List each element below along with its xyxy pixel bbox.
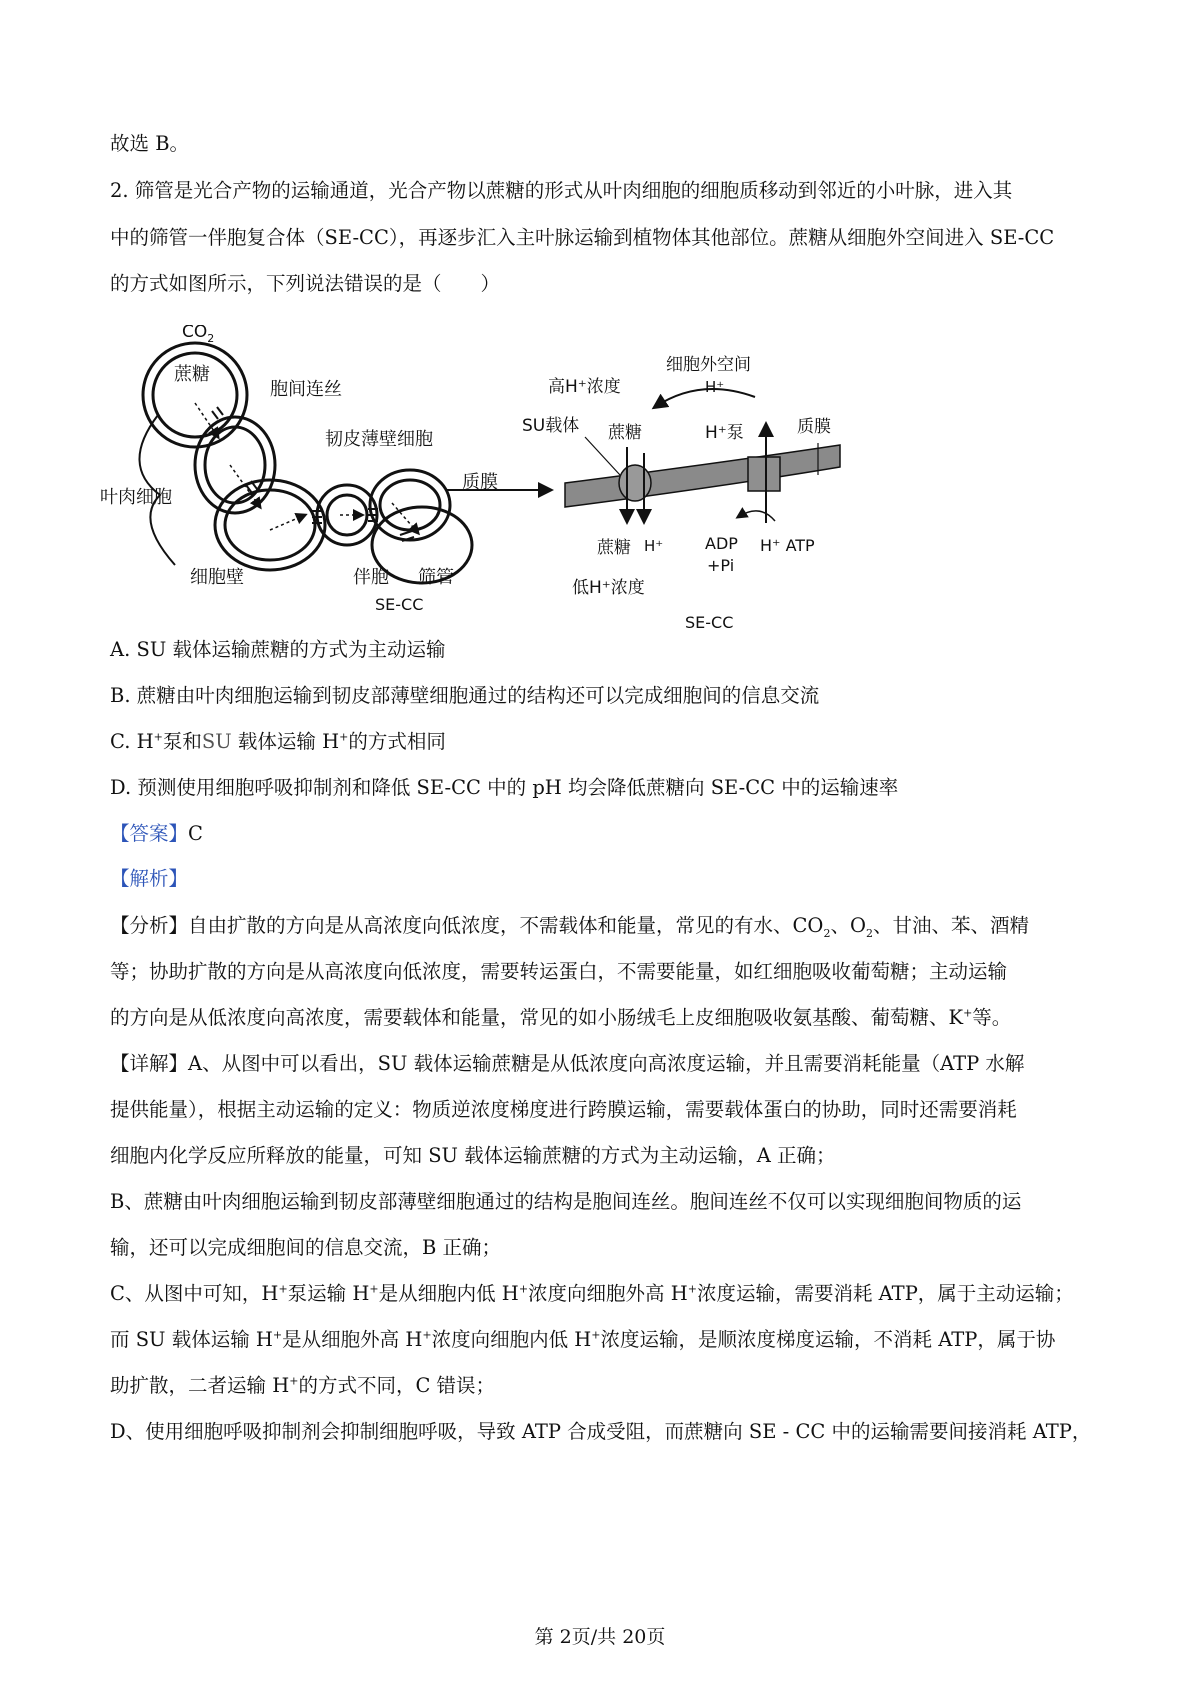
detail-heading: 【详解】 xyxy=(110,1052,189,1075)
detail-text: 是从细胞外高 H xyxy=(282,1328,423,1351)
sucrose-bottom-label: 蔗糖 xyxy=(597,538,631,558)
sub-2: 2 xyxy=(823,926,831,940)
su-carrier-label: SU载体 xyxy=(522,416,580,436)
detail-b-line-1: B、蔗糖由叶肉细胞运输到韧皮部薄壁细胞通过的结构是胞间连丝。胞间连丝不仅可以实现细胞间物质的运 xyxy=(110,1190,1022,1213)
h-atp-label: H⁺ ATP xyxy=(760,536,815,555)
analysis-line-2: 等；协助扩散的方向是从高浓度向低浓度，需要转运蛋白，不需要能量，如红细胞吸收葡萄糖；主动运输 xyxy=(110,960,1008,983)
prev-conclusion: 故选 B。 xyxy=(110,132,190,155)
detail-text: 浓度运输，需要消耗 ATP，属于主动运输； xyxy=(696,1282,1074,1305)
detail-text: 浓度向细胞外高 H xyxy=(528,1282,688,1305)
transport-diagram xyxy=(100,325,920,665)
plus-sup: + xyxy=(369,1282,379,1296)
sieve-tube-label: 筛管 xyxy=(418,567,454,588)
answer-line xyxy=(110,820,203,848)
answer-value: C xyxy=(188,822,203,845)
h-symbol: H xyxy=(136,730,154,753)
detail-text: 泵运输 H xyxy=(287,1282,370,1305)
detail-text: 浓度向细胞内低 H xyxy=(431,1328,592,1351)
adp-label: ADP xyxy=(705,534,738,553)
plus-sup-2: + xyxy=(339,730,349,744)
detail-c-line-3 xyxy=(110,1372,495,1400)
option-c-text: 泵和 xyxy=(162,730,202,753)
plasma-membrane-left-label: 质膜 xyxy=(462,472,498,493)
plasmodesmata-label: 胞间连丝 xyxy=(270,379,342,400)
co2-label: $CO_2$ xyxy=(182,325,215,345)
plus-sup: + xyxy=(289,1374,299,1388)
question-line-2: 中的筛管一伴胞复合体（SE-CC），再逐步汇入主叶脉运输到植物体其他部位。蔗糖从细胞外空间进入 SE-CC xyxy=(110,226,1055,249)
phloem-parenchyma-label: 韧皮薄壁细胞 xyxy=(325,429,433,450)
detail-a-line-3: 细胞内化学反应所释放的能量，可知 SU 载体运输蔗糖的方式为主动运输，A 正确； xyxy=(110,1144,836,1167)
detail-b-line-2: 输，还可以完成细胞间的信息交流，B 正确； xyxy=(110,1236,502,1259)
analysis-line-1 xyxy=(110,912,1029,940)
pi-label: +Pi xyxy=(707,556,735,575)
plus-sup: + xyxy=(422,1328,432,1342)
detail-text: 而 SU 载体运输 H xyxy=(110,1328,273,1351)
cell-wall-label: 细胞壁 xyxy=(190,567,244,588)
detail-a-line-2: 提供能量），根据主动运输的定义：物质逆浓度梯度进行跨膜运输，需要载体蛋白的协助，同时还需要消耗 xyxy=(110,1098,1017,1121)
mesophyll-label: 叶肉细胞 xyxy=(100,487,172,508)
h-top-label: H⁺ xyxy=(705,378,725,396)
sucrose-in-cell-label: 蔗糖 xyxy=(174,364,210,385)
option-c xyxy=(110,728,446,756)
h-pump-shape xyxy=(748,457,780,491)
analysis-text: 、O xyxy=(830,914,866,937)
su-symbol: SU xyxy=(201,730,232,753)
su-carrier-shape xyxy=(619,465,651,501)
high-h-label: 高H⁺浓度 xyxy=(548,377,621,397)
analysis-heading: 【分析】 xyxy=(110,914,189,937)
answer-tag: 【答案】 xyxy=(110,822,189,845)
option-a: A. SU 载体运输蔗糖的方式为主动运输 xyxy=(110,638,446,661)
sucrose-top-label: 蔗糖 xyxy=(608,423,642,443)
option-d: D. 预测使用细胞呼吸抑制剂和降低 SE-CC 中的 pH 均会降低蔗糖向 SE-CC 中的运输速率 xyxy=(110,776,899,799)
companion-cell-label: 伴胞 xyxy=(353,567,389,588)
detail-c-line-2 xyxy=(110,1326,1055,1354)
analysis-text: 等。 xyxy=(972,1006,1012,1029)
plus-sup: + xyxy=(272,1328,283,1342)
sub-2: 2 xyxy=(865,926,873,940)
h-pump-label: H⁺泵 xyxy=(705,423,744,443)
detail-c-line-1 xyxy=(110,1280,1074,1308)
h-symbol-2: H xyxy=(322,730,340,753)
page-footer: 第 2页/共 20页 xyxy=(534,1626,666,1648)
plus-sup: + xyxy=(153,730,163,744)
option-b: B. 蔗糖由叶肉细胞运输到韧皮部薄壁细胞通过的结构还可以完成细胞间的信息交流 xyxy=(110,684,820,707)
membrane-band xyxy=(565,445,840,507)
secc-left-label: SE-CC xyxy=(375,595,424,614)
plus-sup: + xyxy=(518,1282,529,1296)
analysis-line-3 xyxy=(110,1004,1011,1032)
analysis-tag: 【解析】 xyxy=(110,867,189,890)
detail-d-line-1: D、使用细胞呼吸抑制剂会抑制细胞呼吸，导致 ATP 合成受阻，而蔗糖向 SE - CC 中的运输需要间接消耗 ATP， xyxy=(110,1420,1092,1443)
low-h-label: 低H⁺浓度 xyxy=(572,578,645,598)
extracellular-label: 细胞外空间 xyxy=(666,355,751,375)
option-c-suffix: 的方式相同 xyxy=(348,730,446,753)
plus-sup: + xyxy=(687,1282,697,1296)
detail-text: 浓度运输，是顺浓度梯度运输，不消耗 ATP，属于协 xyxy=(600,1328,1056,1351)
detail-text: 是从细胞内低 H xyxy=(378,1282,519,1305)
plus-sup: + xyxy=(591,1328,601,1342)
detail-text: 的方式不同，C 错误； xyxy=(298,1374,496,1397)
option-c-prefix: C. xyxy=(110,730,137,753)
analysis-text: 的方向是从低浓度向高浓度，需要载体和能量，常见的如小肠绒毛上皮细胞吸收氨基酸、葡萄糖、K xyxy=(110,1006,964,1029)
h-bottom-label: H⁺ xyxy=(644,537,664,555)
detail-a-line-1 xyxy=(110,1050,1024,1078)
detail-text: C、从图中可知，H xyxy=(110,1282,279,1305)
option-c-text-2: 载体运输 xyxy=(231,730,323,753)
secc-right-label: SE-CC xyxy=(685,613,734,632)
plasma-membrane-right-label: 质膜 xyxy=(797,417,831,437)
atp-hydrolysis-arrow xyxy=(738,511,775,521)
detail-text: A、从图中可以看出，SU 载体运输蔗糖是从低浓度向高浓度运输，并且需要消耗能量（ATP 水解 xyxy=(188,1052,1025,1075)
question-line-1: 2. 筛管是光合产物的运输通道，光合产物以蔗糖的形式从叶肉细胞的细胞质移动到邻近的小叶脉，进入其 xyxy=(110,179,1013,202)
plus-sup: + xyxy=(963,1006,973,1020)
plus-sup: + xyxy=(278,1282,288,1296)
question-line-3: 的方式如图所示，下列说法错误的是（ ） xyxy=(110,272,501,295)
detail-text: 助扩散，二者运输 H xyxy=(110,1374,290,1397)
analysis-text: 、甘油、苯、酒精 xyxy=(872,914,1029,937)
analysis-text: 自由扩散的方向是从高浓度向低浓度，不需载体和能量，常见的有水、CO xyxy=(188,914,824,937)
